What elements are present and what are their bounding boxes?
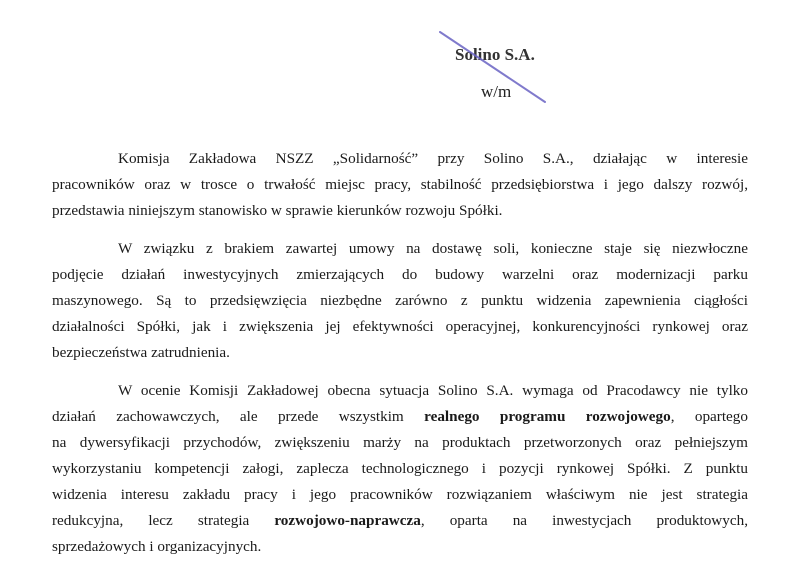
company-name: Solino S.A. xyxy=(455,45,535,64)
text-line xyxy=(52,198,748,224)
text-line xyxy=(52,340,748,366)
text-segment: W ocenie Komisji Zakładowej obecna sytuacja Solino S.A. wymaga od Pracodawcy nie tylko xyxy=(118,382,748,399)
bold-text: rozwojowo-naprawcza xyxy=(274,512,421,529)
paragraph xyxy=(52,378,748,560)
text-segment: redukcyjna, lecz strategia xyxy=(52,512,275,529)
strike-line xyxy=(440,32,545,102)
text-line xyxy=(52,404,748,430)
text-line xyxy=(52,236,748,262)
text-line xyxy=(52,314,748,340)
handwritten-strike-line xyxy=(0,0,786,120)
text-segment: na dywersyfikacji przychodów, zwiększeniu marży na produktach przetworzonych oraz pełniejszym xyxy=(52,434,748,451)
text-segment: działalności Spółki, jak i zwiększenia jej efektywności operacyjnej, konkurencyjności rynkowej oraz xyxy=(52,318,748,335)
text-segment: maszynowego. Są to przedsięwzięcia niezbędne zarówno z punktu widzenia zapewnienia ciągłości xyxy=(52,292,748,309)
wm-note: w/m xyxy=(481,82,512,101)
text-segment: W związku z brakiem zawartej umowy na dostawę soli, konieczne staje się niezwłoczne xyxy=(118,240,748,257)
text-segment: Komisja Zakładowa NSZZ „Solidarność” przy Solino S.A., działając w interesie xyxy=(118,150,748,167)
text-line xyxy=(52,482,748,508)
paragraph xyxy=(52,146,748,224)
text-line xyxy=(52,146,748,172)
text-line xyxy=(52,172,748,198)
document-body xyxy=(52,146,748,572)
text-segment: wykorzystaniu kompetencji załogi, zaplecza technologicznego i pozycji rynkowej Spółki. Z punktu xyxy=(52,460,748,477)
text-segment: działań zachowawczych, ale przede wszystkim xyxy=(52,408,425,425)
text-segment: , oparta na inwestycjach produktowych, xyxy=(420,512,748,529)
text-line xyxy=(52,378,748,404)
paragraph xyxy=(52,236,748,366)
text-segment: , opartego xyxy=(670,408,748,425)
text-segment: widzenia interesu zakładu pracy i jego pracowników rozwiązaniem właściwym nie jest strategia xyxy=(52,486,748,503)
text-line xyxy=(52,288,748,314)
text-line xyxy=(52,534,748,560)
text-segment: bezpieczeństwa zatrudnienia. xyxy=(52,344,230,361)
text-segment: pracowników oraz w trosce o trwałość miejsc pracy, stabilność przedsiębiorstwa i jego dalszy rozwój, xyxy=(52,176,748,193)
text-line xyxy=(52,508,748,534)
text-segment: podjęcie działań inwestycyjnych zmierzających do budowy warzelni oraz modernizacji parku xyxy=(52,266,748,283)
text-segment: sprzedażowych i organizacyjnych. xyxy=(52,538,262,555)
bold-text: realnego programu rozwojowego xyxy=(424,408,671,425)
text-line xyxy=(52,430,748,456)
text-line xyxy=(52,262,748,288)
text-segment: przedstawia niniejszym stanowisko w sprawie kierunków rozwoju Spółki. xyxy=(52,202,503,219)
text-line xyxy=(52,456,748,482)
